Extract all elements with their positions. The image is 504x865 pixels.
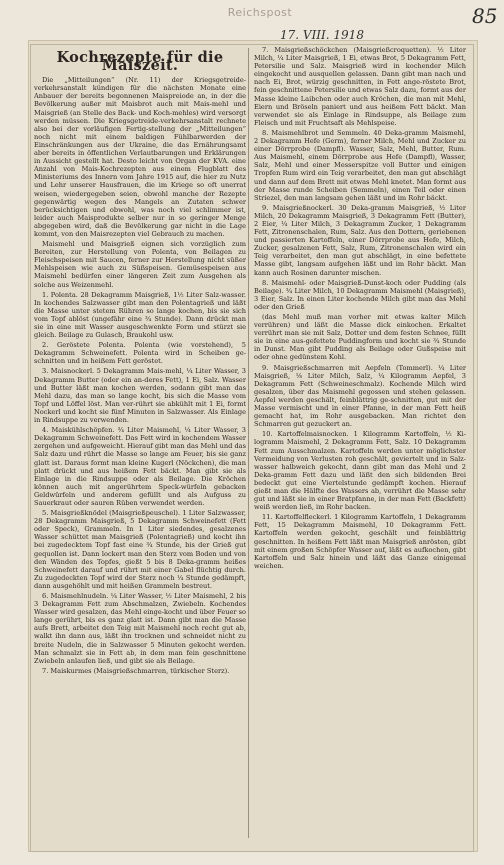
- article-paragraph: Maismehl und Maisgrieß eignen sich vorzüglich zum Bereiten, zur Herstellung von Polenta, von Beilagen zu Fleischspeisen mit Saucen, ferner zur Herstellung nicht süßer Mehlspeisen wie auch zu Süßspeisen. Gemüsespeisen aus Maismehl bedürfen einer längeren Zeit zum Ausgehen als solche aus Weizenmehl.: [34, 240, 246, 289]
- column-rule: [248, 48, 249, 838]
- article-paragraph: Die „Mitteilungen“ (Nr. 11) der Kriegsgetreide-verkehrsanstalt kündigen für die nächsten Monate eine Anbauer der bereits begonnenen Maispreiode an, in der die Bevölkerung außer mit Maisbrot auch mit Mais-mehl und Maisgrieß (an Stelle des Back- und Koch-mehles) wird versorgt werden müssen. Die Kriegsgetreide-verkehrsanstalt rechnete also bei der vorläufigen Fertig-stellung der „Mitteilungen“ noch nicht mit einem baldigen Fühlbarwerden der Einschränkungen aus der Ukraine, die das Ernährungsamt aber bereits in öffentlichen Verlautbarungen und Erklärungen in Aussicht gestellt hat. Desto leicht von Organ der KVA. eine Anzahl von Mais-Kochrezepten aus einem Flugblatt des Ministeriums des Innern vom Jahre 1915 auf, die hier zu Nutz und Lehr unserer Hausfrauen, die im Kriege so oft unerrat weisen, wiedergegeben seien, obwohl manche der Rezepte gegenwärtig wegen des Mangels an Zutaten schwer berücksichtigen und obwohl, was noch viel schlimmer ist, leider auch Maisprodukte selber nur in so geringer Menge abgegeben wird, daß die Bevölkerung gar nicht in die Lage kommt, von den Maisrezepten viel Gebrauch zu machen.: [34, 76, 246, 238]
- recipe-paragraph: 5. Maisgrießknödel (Maisgrießpeuschel). 1 Liter Salzwasser, 28 Dekagramm Maisgrieß, 5 Dekagramm Schweinefett (Fett oder Speck), Grammeln. In 1 Liter siedendes, gesalzenes Wasser schüttet man Maisgrieß (Polentagrieß) und kocht ihn bei zugedecktem Topf fast eine ¾ Stunde, bis der Grieß gut gequollen ist. Dann lockert man den Sterz vom Boden und von den Wänden des Topfes, gießt 5 bis 8 Deka-gramm heißes Schweinefett darauf und rührt mit einer Gabel flüchtig durch. Zu zugedeckten Topf wird der Sterz noch ¼ Stunde gedämpft, dann ausgehöhlt und mit heißen Grammeln bestreut.: [34, 509, 246, 590]
- left-column: [34, 46, 246, 846]
- recipe-paragraph: 10. Kartoffelmaisnocken. 1 Kilogramm Kartoffeln, ½ Ki-logramm Maismehl, 2 Dekagramm Fett, Salz. 10 Dekagramm Fett zum Ausschmalzen. Kartoffeln werden unter möglichster Vermeidung von Verlusten roh geschält, geviertelt und in Salz-wasser halbweich gekocht, dann gibt man das Mehl und 2 Deka-gramm Fett dazu und läßt den sich bildenden Brei bedeckt gut eine Viertelstunde gedämpft kochen. Hierauf gießt man die Hälfte des Wassers ab, verrührt die Masse sehr gut und läßt sie in einer Bratpfanne, in der man Fett (Backfett) weiß werden ließ, im Rohr backen.: [254, 430, 466, 512]
- recipe-paragraph: 9. Maisgrießnockerl. 30 Deka-gramm Maisgrieß, ½ Liter Milch, 20 Dekagramm Maisgrieß, 3 Dekagramm Fett (Butter), 2 Eier, ¼ Liter Milch, 3 Dekagramm Zucker, 1 Dekagramm Fett, Zitronenschalen, Rum, Salz. Aus den Dottern, geriebenen und passierten Kartoffeln, einer Dörrprobe aus Hefe, Milch, Zucker, gesalzenen Fett, Salz, Rum, Zitronenschalen wird ein Teig verarbeitet, den man gut abschlägt, in eine befettete Masse gibt, langsam aufgehen läßt und im Rohr bäckt. Man kann auch Rosinen darunter mischen.: [254, 203, 466, 277]
- recipe-paragraph: 6. Maismehlnudeln. ¼ Liter Wasser, ½ Liter Maismehl, 2 bis 3 Dekagramm Fett zum Abschmalzen, Zwiebeln. Kochendes Wasser wird gesalzen, das Mehl einge-kocht und über Feuer so lange gerührt, bis es ganz glatt ist. Dann gibt man die Masse aufs Brett, arbeitet den Teig mit Maismehl noch recht gut ab, walkt ihn dann aus, läßt ihn trocknen und schneidet nicht zu breite Nudeln, die in Salzwasser 5 Minuten gekocht werden. Man schmalzt sie in Fett ab, in dem man fein geschnittene Zwiebeln anlaufen ließ, und gibt sie als Beilage.: [34, 592, 246, 665]
- recipe-paragraph: 9. Maisgrießschmarren mit Aepfeln (Tommerl). ¼ Liter Maisgrieß, ⅛ Liter Milch, Salz, ¼ Kilogramm Aepfel, 3 Dekagramm Fett (Schweineschmalz). Kochende Milch wird gesalzen, über das Maismehl gegossen und stehen gelassen. Aepfel werden geschält, feinblättrig ge-schnitten, gut mit der Masse vermischt und in einer Pfanne, in der man Fett heiß gemacht hat, im Rohr ausgebacken. Man richtet den Schmarren gut gezuckert an.: [254, 363, 466, 429]
- handwritten-date: 17. VIII. 1918: [280, 28, 364, 42]
- masthead: Reichspost: [227, 6, 293, 19]
- recipe-paragraph: 3. Maisnockerl. 5 Dekagramm Mais-mehl, ¼ Liter Wasser, 3 Dekagramm Butter (oder ein an-deres Fett), 1 Ei, Salz. Wasser und Butter läßt man kochen werden, sodann gibt man das Mehl dazu, das man so lange kocht, bis sich die Masse vom Topf und Löffel löst. Man ver-rührt sie abkühlt mit 1 Ei, formt Nockerl und kocht sie fünf Minuten in Salzwasser. Als Einlage in Rindsuppe zu verwenden.: [34, 367, 246, 425]
- recipe-paragraph: (das Mehl muß man vorher mit etwas kalter Milch verrühren) und läßt die Masse dick einkochen. Erkaltet verrührt man sie mit Salz, Dotter und dem festen Schnee, füllt sie in eine aus-gefettete Puddingform und kocht sie ¾ Stunde in Dunst. Man gibt Pudding als Beilage oder Gußspeise mit oder ohne gedünstem Kohl.: [254, 313, 466, 362]
- article-title: Kochrezepte für die Maiszeit.: [56, 49, 224, 75]
- recipe-paragraph: 11. Kartoffelfleckerl. 1 Kilogramm Kartoffeln, 1 Dekagramm Fett, 15 Dekagramm Maismehl, 10 Dekagramm Fett. Kartoffeln werden gekocht, geschält und feinblättrig geschnitten. In heißem Fett läßt man Maisgrieß anrösten, gibt mit einem großen Schöpfer Wasser auf, läßt es aufkochen, gibt Kartoffeln und Salz hinein und läßt das Ganze einigemal weichen.: [254, 513, 466, 570]
- recipe-paragraph: 7. Maiskurmes (Maisgrießschmarren, türkischer Sterz).: [42, 666, 230, 675]
- recipe-paragraph: 4. Maiskühlschöpfen. ¾ Liter Maismehl, ¼ Liter Wasser, 3 Dekagramm Schweinefett. Das Fett wird in kochendem Wasser zergehen und aufgeweicht. Hierauf gibt man das Mehl und das Salz dazu und rührt die Masse so lange am Feuer, bis sie ganz glatt ist. Daraus formt man kleine Kugerl (Nöckchen), die man platt drückt und aus heißem Fett bäckt. Man gibt sie als Einlage in die Rindsuppe oder als Beilage. Die Kröchen können auch mit angerührtem Speck-würfeln gebacken Geldwürfeln und anderem gefüllt und als Aufguss zu Sauerkraut oder sauren Rüben verwendet werden.: [34, 426, 246, 507]
- recipe-paragraph: 1. Polenta. 28 Dekagramm Maisgrieß, 1½ Liter Salz-wasser. In kochendes Salzwasser gibt man den Polentagrieß und läßt die Masse unter stetem Rühren so lange kochen, bis sie sich vom Topf ablöst (ungefähr eine ¾ Stunde). Dann drückt man sie in eine mit Wasser ausgeschwenkte Form und stürzt sie gleich. Beilage zu Gulasch, Braukohl usw.: [34, 290, 246, 340]
- right-column: [254, 46, 466, 846]
- recipe-paragraph: 7. Maisgrießschöckchen (Maisgrießcroquetten). ½ Liter Milch, ¼ Liter Maisgrieß, 1 Ei, etwas Brot, 5 Dekagramm Fett, Petersilie und Salz. Maisgrieß wird in kochender Milch eingekocht und ausquellen gelassen. Dann gibt man nach und nach Ei, Brot, würzig geschnitten, in Fett ange-röstete Brot, fein geschnittene Petersilie und etwas Salz dazu, formt aus der Masse kleine Laibchen oder auch Kröchen, die man mit Mehl, Eiern und Bröseln paniert und aus heißem Fett bäckt. Man verwendet sie als Einlage in Rindsuppe, als Beilage zum Fleisch und mit Fruchtsaft als Mehlspeise.: [254, 46, 466, 127]
- recipe-paragraph: 8. Maismehlbrot und Semmeln. 40 Deka-gramm Maismehl, 2 Dekagramm Hefe (Germ), ferner Milch, Mehl und Zucker zu einer Dörrprobe (Dampfl). Wasser, Salz, Mehl, Butter, Rum. Aus Maismehl, einem Dörrprobe aus Hefe (Dampfl), Wasser, Salz, Mehl und einer Messerspitze voll Butter und einigen Tropfen Rum wird ein Teig verarbeitet, den man gut abschlägt und dann auf dem Brett mit etwas Mehl knetet. Man formt aus der Masse runde Scheiben (Semmeln), einen Teil oder einen Striezel, den man langsam gehen läßt und im Rohr bäckt.: [254, 128, 466, 202]
- recipe-paragraph: 2. Geröstete Polenta. Polenta (wie vorstehend), 5 Dekagramm Schweinefett. Polenta wird in Scheiben ge-schnitten und in heißem Fett geröstet.: [34, 341, 246, 366]
- page-number: 85: [472, 4, 498, 28]
- recipe-paragraph: 8. Maismehl- oder Maisgrieß-Dunst-koch oder Pudding (als Beilage). ¾ Liter Milch, 10 Dekagramm Maismehl (Maisgrieß), 3 Eier, Salz. In einen Liter kochende Milch gibt man das Mehl oder den Grieß: [254, 278, 466, 311]
